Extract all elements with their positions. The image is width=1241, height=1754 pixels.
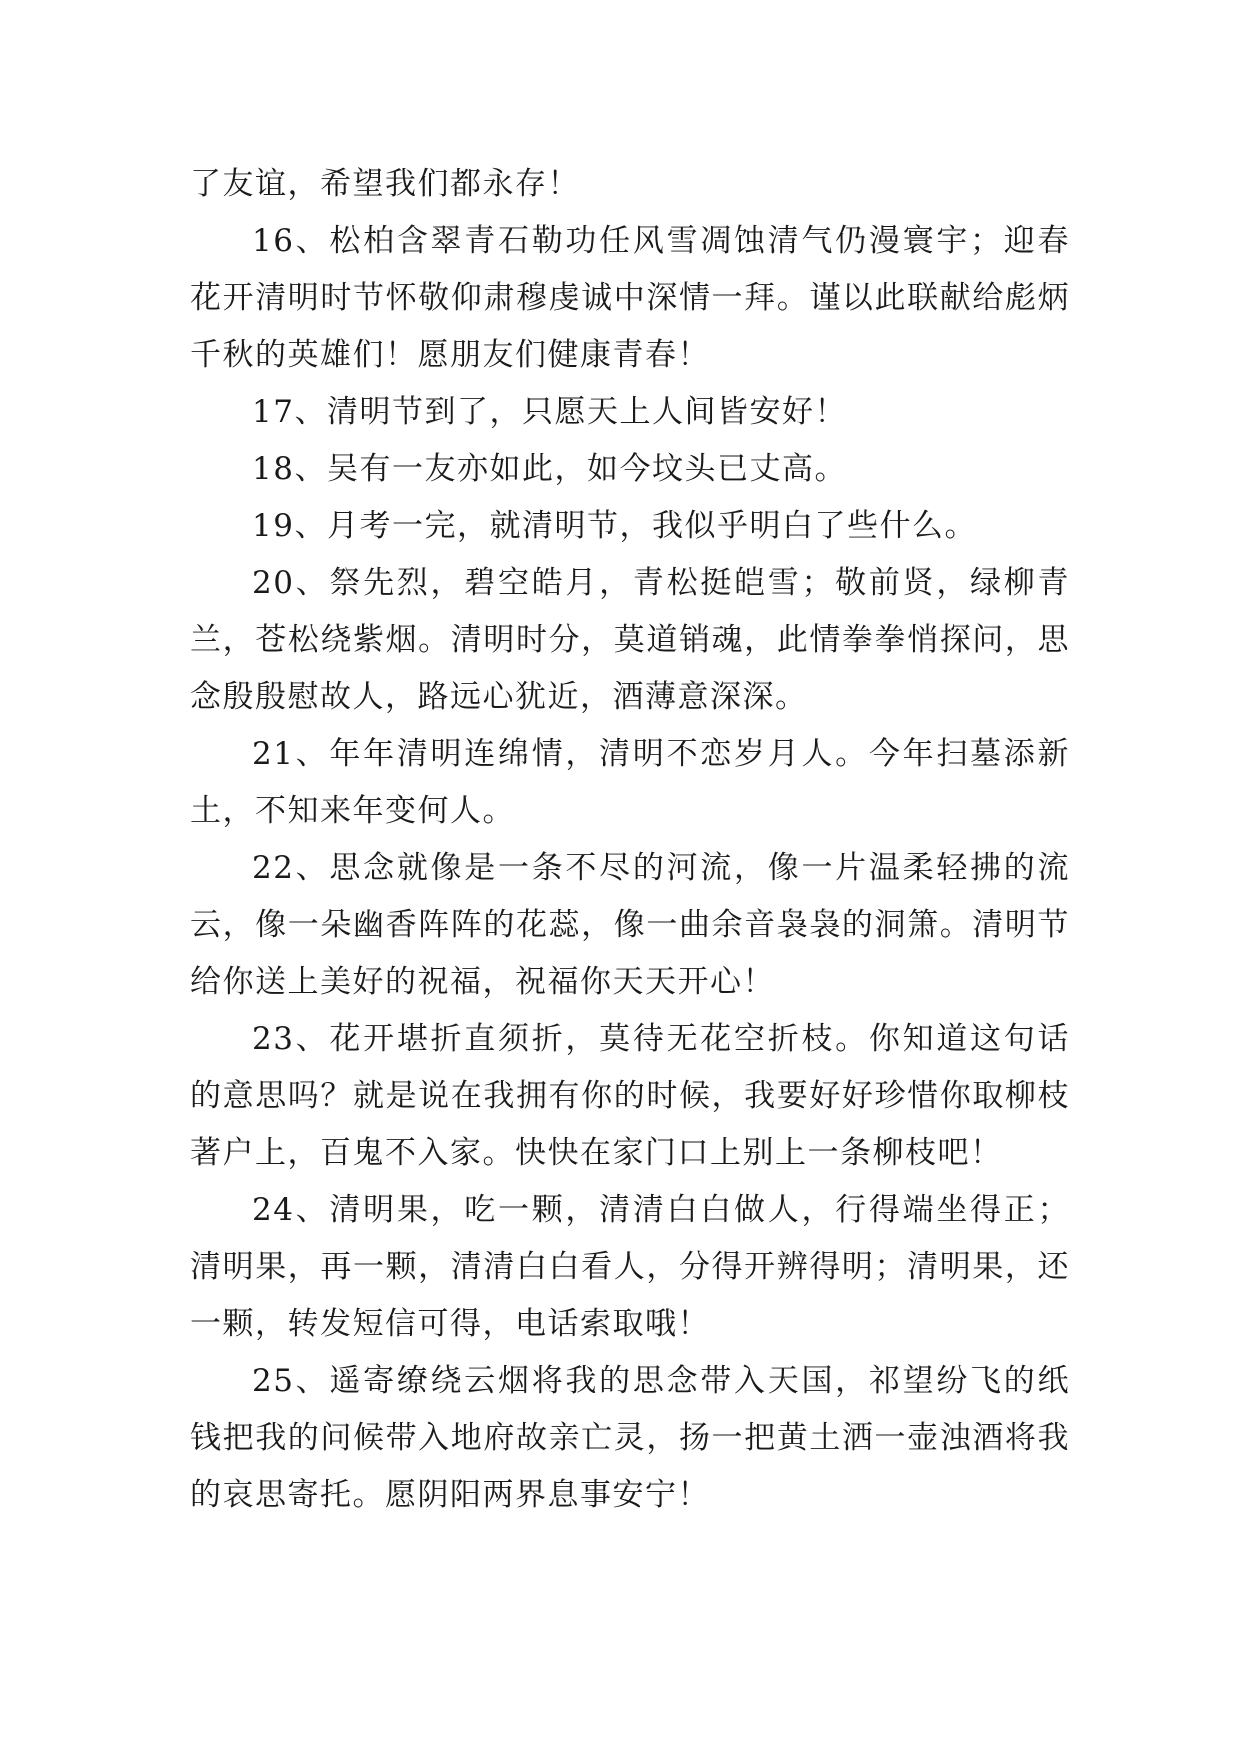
paragraph-23: 23、花开堪折直须折，莫待无花空折枝。你知道这句话的意思吗？就是说在我拥有你的时候，我要好好珍惜你取柳枝著户上，百鬼不入家。快快在家门口上别上一条柳枝吧！ — [190, 1021, 1070, 1171]
paragraph-25: 25、遥寄缭绕云烟将我的思念带入天国，祁望纷飞的纸钱把我的问候带入地府故亲亡灵，扬一把黄土洒一壶浊酒将我的哀思寄托。愿阴阳两界息事安宁！ — [190, 1363, 1070, 1513]
paragraph-19: 19、月考一完，就清明节，我似乎明白了些什么。 — [252, 508, 977, 544]
paragraph-21: 21、年年清明连绵情，清明不恋岁月人。今年扫墓添新土，不知来年变何人。 — [190, 736, 1070, 829]
paragraph-15-tail: 了友谊，希望我们都永存！ — [190, 166, 580, 202]
paragraph-22: 22、思念就像是一条不尽的河流，像一片温柔轻拂的流云，像一朵幽香阵阵的花蕊，像一曲余音袅袅的洞箫。清明节给你送上美好的祝福，祝福你天天开心！ — [190, 850, 1070, 1000]
paragraph-24: 24、清明果，吃一颗，清清白白做人，行得端坐得正；清明果，再一颗，清清白白看人，分得开辨得明；清明果，还一颗，转发短信可得，电话索取哦！ — [190, 1192, 1070, 1342]
paragraph-16: 16、松柏含翠青石勒功任风雪凋蚀清气仍漫寰宇；迎春花开清明时节怀敬仰肃穆虔诚中深情一拜。谨以此联献给彪炳千秋的英雄们！愿朋友们健康青春！ — [190, 223, 1070, 373]
document-body — [190, 156, 1070, 1524]
paragraph-17: 17、清明节到了，只愿天上人间皆安好！ — [252, 394, 847, 430]
paragraph-18: 18、吴有一友亦如此，如今坟头已丈高。 — [252, 451, 847, 487]
paragraph-20: 20、祭先烈，碧空皓月，青松挺皑雪；敬前贤，绿柳青兰，苍松绕紫烟。清明时分，莫道销魂，此情拳拳悄探问，思念殷殷慰故人，路远心犹近，酒薄意深深。 — [190, 565, 1070, 715]
